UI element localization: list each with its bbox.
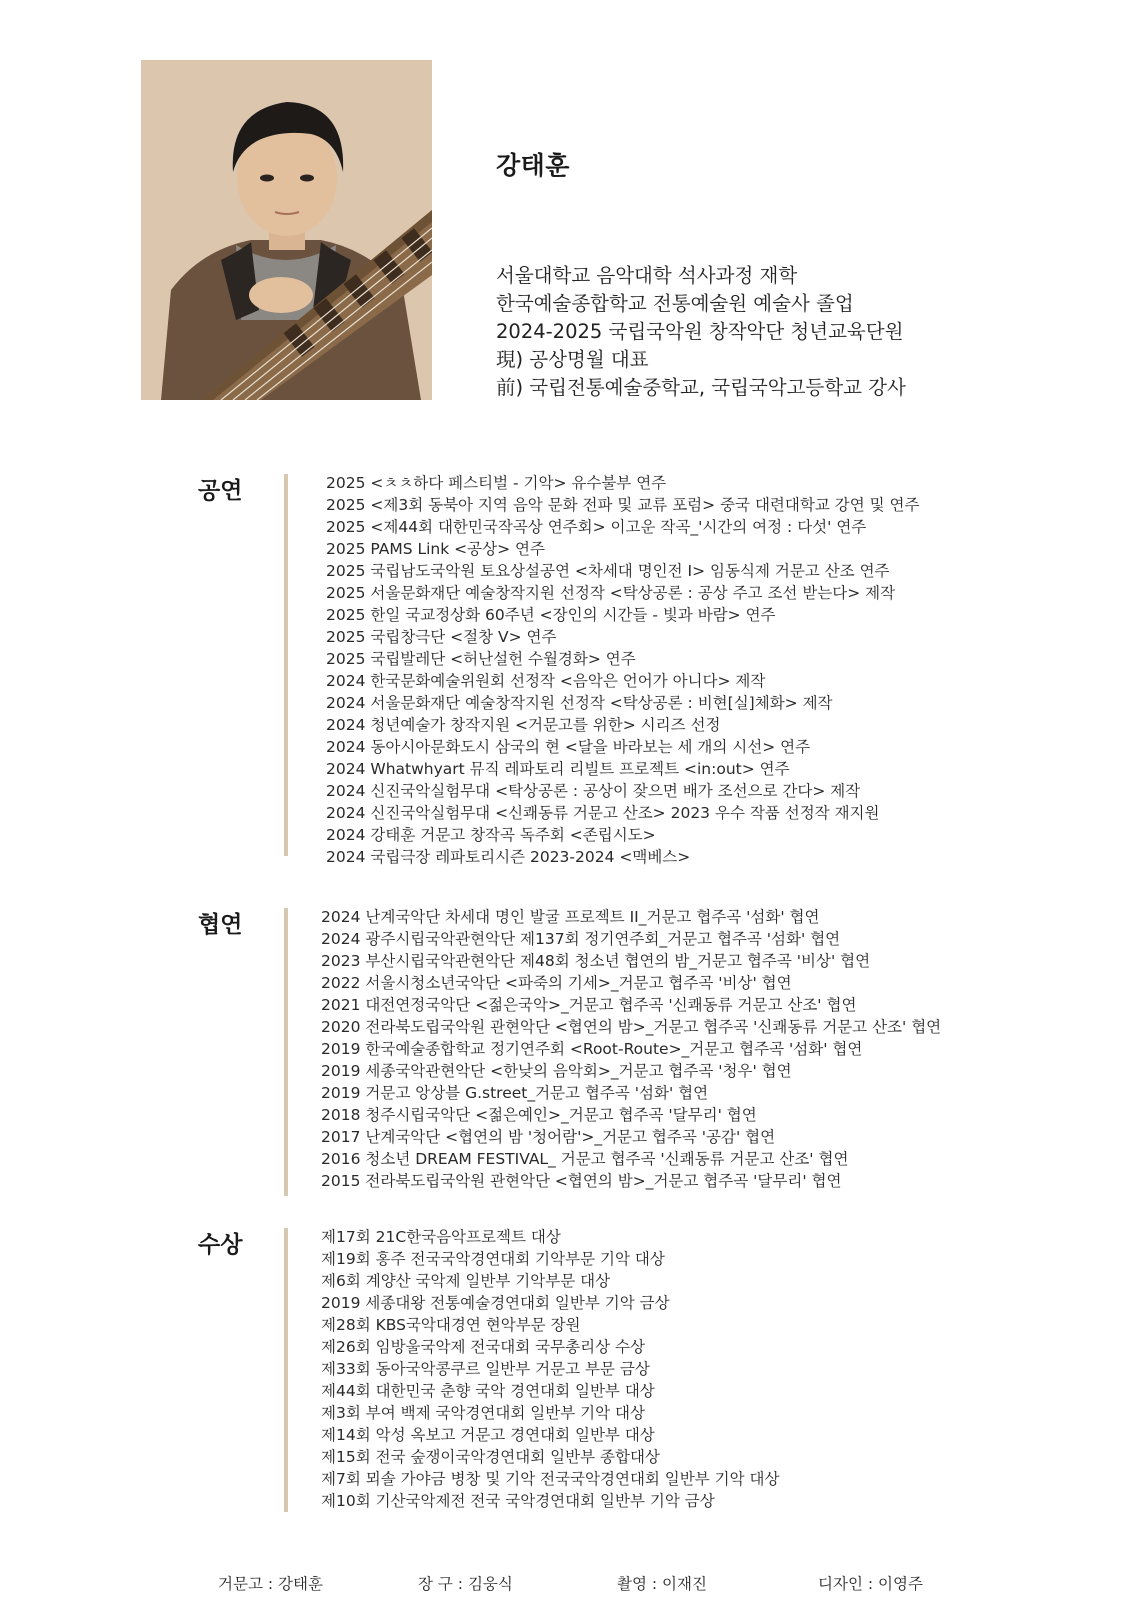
list-item: 제7회 뫼솔 가야금 병창 및 기악 전국국악경연대회 일반부 기악 대상 <box>321 1470 780 1488</box>
artist-name: 강태훈 <box>496 151 570 180</box>
list-item: 2025 한일 국교정상화 60주년 <장인의 시간들 - 빛과 바람> 연주 <box>326 606 776 624</box>
bio-item: 2024-2025 국립국악원 창작악단 청년교육단원 <box>496 320 904 343</box>
list-item: 2024 동아시아문화도시 삼국의 현 <달을 바라보는 세 개의 시선> 연주 <box>326 738 811 756</box>
list-item: 제6회 계양산 국악제 일반부 기악부문 대상 <box>321 1272 611 1290</box>
list-item: 2020 전라북도립국악원 관현악단 <협연의 밤>_거문고 협주곡 '신쾌동류 거문고 산조' 협연 <box>321 1018 942 1036</box>
profile-photo <box>141 60 432 400</box>
list-item: 2019 한국예술종합학교 정기연주회 <Root-Route>_거문고 협주곡 '섬화' 협연 <box>321 1040 863 1058</box>
list-item: 2024 청년예술가 창작지원 <거문고를 위한> 시리즈 선정 <box>326 716 721 734</box>
list-item: 제19회 홍주 전국국악경연대회 기악부문 기악 대상 <box>321 1250 665 1268</box>
list-item: 2024 신진국악실험무대 <신쾌동류 거문고 산조> 2023 우수 작품 선정작 재지원 <box>326 804 880 822</box>
list-item: 2025 국립남도국악원 토요상설공연 <차세대 명인전 I> 임동식제 거문고 산조 연주 <box>326 562 890 580</box>
list-item: 2025 국립발레단 <허난설헌 수월경화> 연주 <box>326 650 636 668</box>
section-title: 수상 <box>198 1232 243 1258</box>
bio-item: 前) 국립전통예술중학교, 국립국악고등학교 강사 <box>496 376 906 399</box>
credit-item: 장 구 : 김웅식 <box>418 1575 513 1593</box>
bio-item: 서울대학교 음악대학 석사과정 재학 <box>496 264 798 287</box>
list-item: 2024 서울문화재단 예술창작지원 선정작 <탁상공론 : 비현[실]체화> 제작 <box>326 694 833 712</box>
credit-item: 거문고 : 강태훈 <box>218 1575 323 1593</box>
list-item: 제44회 대한민국 춘향 국악 경연대회 일반부 대상 <box>321 1382 655 1400</box>
bio-item: 現) 공상명월 대표 <box>496 348 649 371</box>
collab-list <box>321 906 941 1192</box>
performance-list <box>326 472 919 868</box>
profile-photo-illustration <box>141 60 432 400</box>
list-item: 2017 난계국악단 <협연의 밤 '청어람'>_거문고 협주곡 '공감' 협연 <box>321 1128 776 1146</box>
list-item: 제28회 KBS국악대경연 현악부문 장원 <box>321 1316 581 1334</box>
list-item: 제26회 임방울국악제 전국대회 국무총리상 수상 <box>321 1338 645 1356</box>
list-item: 제10회 기산국악제전 전국 국악경연대회 일반부 기악 금상 <box>321 1492 715 1510</box>
list-item: 2018 청주시립국악단 <젊은예인>_거문고 협주곡 '달무리' 협연 <box>321 1106 757 1124</box>
list-item: 제17회 21C한국음악프로젝트 대상 <box>321 1228 561 1246</box>
list-item: 2019 세종국악관현악단 <한낮의 음악회>_거문고 협주곡 '청우' 협연 <box>321 1062 792 1080</box>
list-item: 2024 Whatwhyart 뮤직 레파토리 리빌트 프로젝트 <in:out> 연주 <box>326 760 790 778</box>
section-divider <box>284 1228 288 1512</box>
list-item: 2025 서울문화재단 예술창작지원 선정작 <탁상공론 : 공상 주고 조선 받는다> 제작 <box>326 584 896 602</box>
bio-item: 한국예술종합학교 전통예술원 예술사 졸업 <box>496 292 854 315</box>
awards-list <box>321 1226 779 1512</box>
list-item: 2019 세종대왕 전통예술경연대회 일반부 기악 금상 <box>321 1294 670 1312</box>
list-item: 2019 거문고 앙상블 G.street_거문고 협주곡 '섬화' 협연 <box>321 1084 709 1102</box>
list-item: 2023 부산시립국악관현악단 제48회 청소년 협연의 밤_거문고 협주곡 '비상' 협연 <box>321 952 871 970</box>
list-item: 2021 대전연정국악단 <젊은국악>_거문고 협주곡 '신쾌동류 거문고 산조' 협연 <box>321 996 857 1014</box>
list-item: 제14회 악성 옥보고 거문고 경연대회 일반부 대상 <box>321 1426 655 1444</box>
list-item: 2024 한국문화예술위원회 선정작 <음악은 언어가 아니다> 제작 <box>326 672 766 690</box>
list-item: 2024 광주시립국악관현악단 제137회 정기연주회_거문고 협주곡 '섬화' 협연 <box>321 930 841 948</box>
list-item: 2025 <제3회 동북아 지역 음악 문화 전파 및 교류 포럼> 중국 대련대학교 강연 및 연주 <box>326 496 920 514</box>
list-item: 2024 신진국악실험무대 <탁상공론 : 공상이 잦으면 배가 조선으로 간다> 제작 <box>326 782 861 800</box>
list-item: 2022 서울시청소년국악단 <파죽의 기세>_거문고 협주곡 '비상' 협연 <box>321 974 792 992</box>
list-item: 2025 <ㅊㅊ하다 페스티벌 - 기악> 유수불부 연주 <box>326 474 667 492</box>
list-item: 제15회 전국 숲쟁이국악경연대회 일반부 종합대상 <box>321 1448 660 1466</box>
list-item: 2024 국립극장 레파토리시즌 2023-2024 <맥베스> <box>326 848 691 866</box>
list-item: 2025 PAMS Link <공상> 연주 <box>326 540 545 558</box>
list-item: 2016 청소년 DREAM FESTIVAL_ 거문고 협주곡 '신쾌동류 거문고 산조' 협연 <box>321 1150 849 1168</box>
credit-item: 디자인 : 이영주 <box>818 1575 923 1593</box>
list-item: 2025 국립창극단 <절창 V> 연주 <box>326 628 557 646</box>
list-item: 2015 전라북도립국악원 관현악단 <협연의 밤>_거문고 협주곡 '달무리' 협연 <box>321 1172 842 1190</box>
section-title: 공연 <box>198 478 243 504</box>
list-item: 제33회 동아국악콩쿠르 일반부 거문고 부문 금상 <box>321 1360 650 1378</box>
section-divider <box>284 474 288 856</box>
credits-footer <box>0 1572 1140 1596</box>
credit-item: 촬영 : 이재진 <box>617 1575 707 1593</box>
list-item: 제3회 부여 백제 국악경연대회 일반부 기악 대상 <box>321 1404 645 1422</box>
section-title: 협연 <box>198 912 243 938</box>
list-item: 2024 난계국악단 차세대 명인 발굴 프로젝트 II_거문고 협주곡 '섬화' 협연 <box>321 908 820 926</box>
section-divider <box>284 908 288 1196</box>
bio-list <box>496 262 906 402</box>
list-item: 2025 <제44회 대한민국작곡상 연주회> 이고운 작곡_'시간의 여정 : 다섯' 연주 <box>326 518 867 536</box>
list-item: 2024 강태훈 거문고 창작곡 독주회 <존립시도> <box>326 826 656 844</box>
